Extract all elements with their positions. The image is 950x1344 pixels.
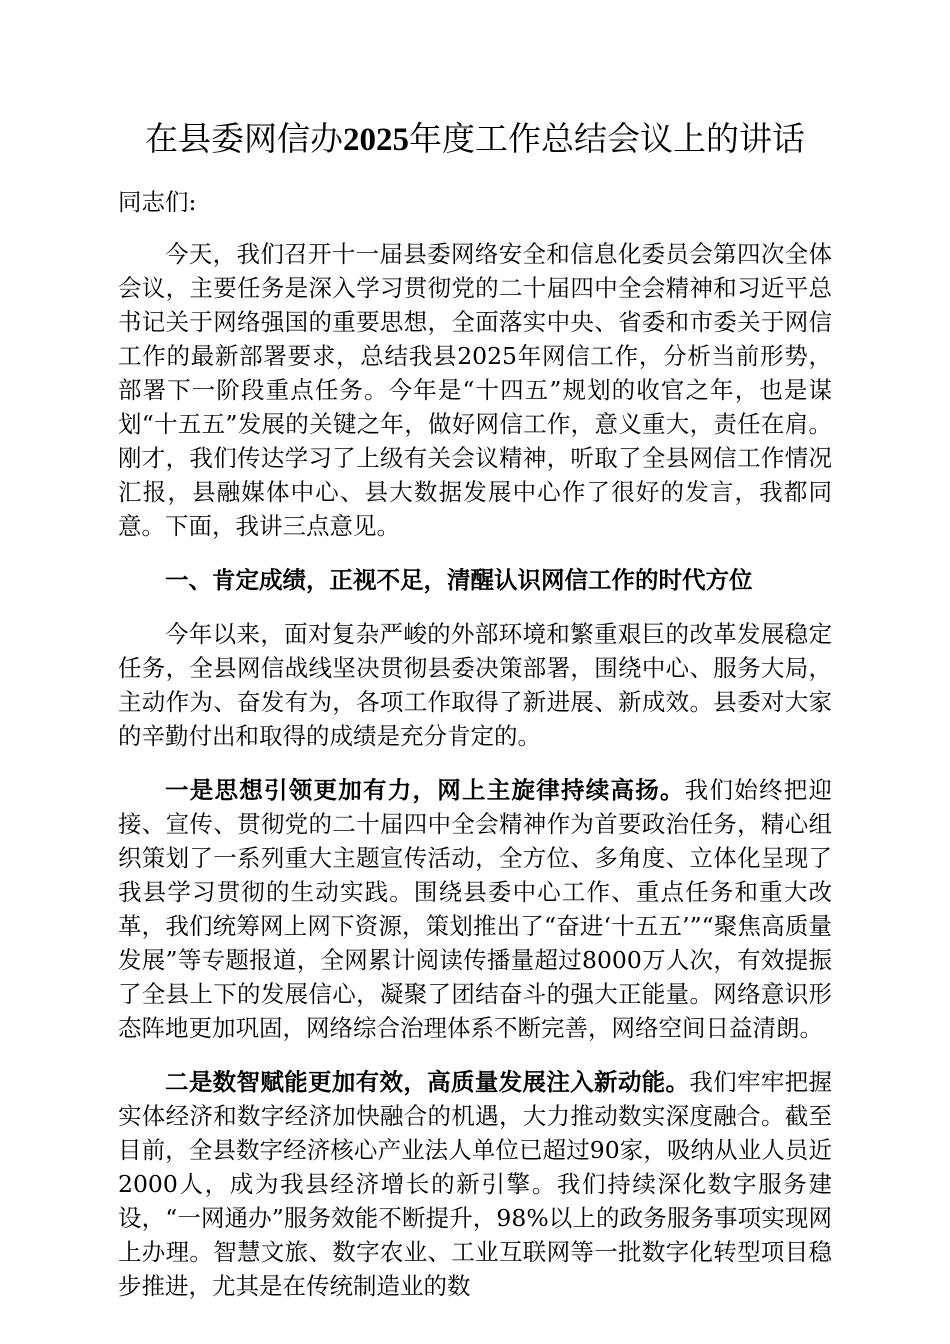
point-two-lead: 二是数智赋能更加有效，高质量发展注入新动能。 [165,1068,690,1096]
point-one-body: 我们始终把迎接、宣传、贯彻党的二十届四中全会精神作为首要政治任务，精心组织策划了一系列重大主题宣传活动，全方位、多角度、立体化呈现了我县学习贯彻的生动实践。围绕县委中心工作、重点任务和重大改革，我们统筹网上网下资源，策划推出了“奋进‘十五五’”“聚焦高质量发展”等专题报道，全网累计阅读传播量超过8000万人次，有效提振了全县上下的发展信心，凝聚了团结奋斗的强大正能量。网络意识形态阵地更加巩固，网络综合治理体系不断完善，网络空间日益清朗。 [118,776,832,1042]
section-heading-1: 一、肯定成绩，正视不足，清醒认识网信工作的时代方位 [165,566,753,594]
point-one-paragraph [118,773,832,1045]
title-text-before: 在县委网信办 [145,119,343,158]
opening-paragraph: 今天，我们召开十一届县委网络安全和信息化委员会第四次全体会议，主要任务是深入学习贯彻党的二十届四中全会精神和习近平总书记关于网络强国的重要思想，全面落实中央、省委和市委关于网信工作的最新部署要求，总结我县2025年网信工作，分析当前形势，部署下一阶段重点任务。今年是“十四五”规划的收官之年，也是谋划“十五五”发展的关键之年，做好网信工作，意义重大，责任在肩。刚才，我们传达学习了上级有关会议精神，听取了全县网信工作情况汇报，县融媒体中心、县大数据发展中心作了很好的发言，我都同意。下面，我讲三点意见。 [118,240,832,540]
achievements-intro-paragraph: 今年以来，面对复杂严峻的外部环境和繁重艰巨的改革发展稳定任务，全县网信战线坚决贯彻县委决策部署，围绕中心、服务大局，主动作为、奋发有为，各项工作取得了新进展、新成效。县委对大家的辛勤付出和取得的成绩是充分肯定的。 [118,620,832,750]
title-year: 2025 [343,122,409,158]
title-text-after: 年度工作总结会议上的讲话 [409,119,805,158]
point-two-body: 我们牢牢把握实体经济和数字经济加快融合的机遇，大力推动数实深度融合。截至目前，全县数字经济核心产业法人单位已超过90家，吸纳从业人员近2000人，成为我县经济增长的新引擎。我们持续深化数字服务建设，“一网通办”服务效能不断提升，98%以上的政务服务事项实现网上办理。智慧文旅、数字农业、工业互联网等一批数字化转型项目稳步推进，尤其是在传统制造业的数 [118,1068,833,1300]
salutation: 同志们: [118,188,197,216]
document-title [118,112,832,167]
document-body [118,112,832,1323]
point-one-lead: 一是思想引领更加有力，网上主旋律持续高扬。 [165,776,685,804]
point-two-paragraph [118,1065,832,1303]
